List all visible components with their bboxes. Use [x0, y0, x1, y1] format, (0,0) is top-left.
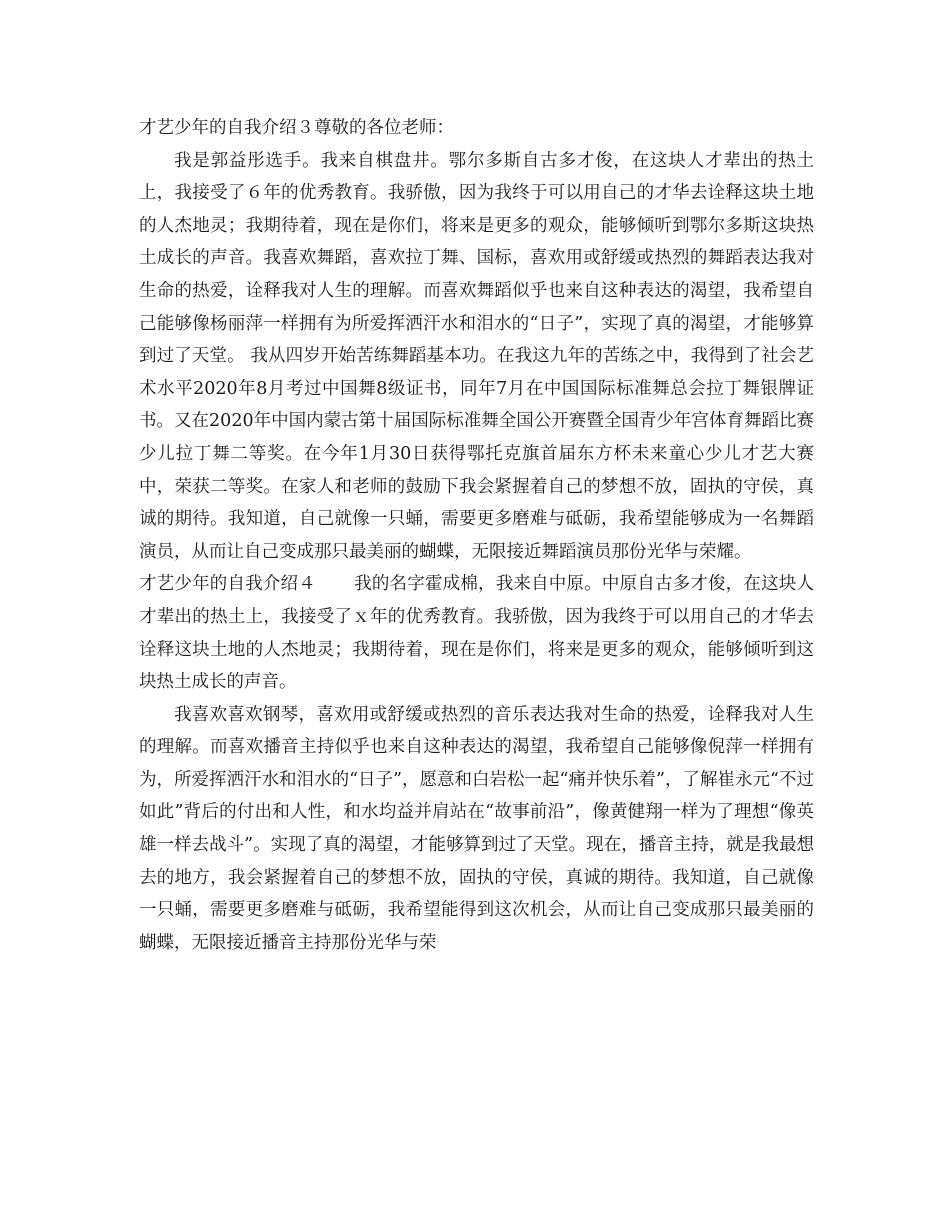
section4-body1: 我的名字霍成棉，我来自中原。中原自古多才俊，在这块人才辈出的热土上，我接受了ｘ年的优秀教育。我骄傲，因为我终于可以用自己的才华去诠释这块土地的人杰地灵；我期待着，现在是你们，将来是更多的观众，能够倾听到这块热土成长的声音。 — [139, 574, 815, 693]
section3-body: 我是郭益彤选手。我来自棋盘井。鄂尔多斯自古多才俊，在这块人才辈出的热土上，我接受了６年的优秀教育。我骄傲，因为我终于可以用自己的才华去诠释这块土地的人杰地灵；我期待着，现在是你们，将来是更多的观众，能够倾听到鄂尔多斯这块热土成长的声音。我喜欢舞蹈，喜欢拉丁舞、国标，喜欢用或舒缓或热烈的舞蹈表达我对生命的热爱，诠释我对人生的理解。而喜欢舞蹈似乎也来自这种表达的渴望，我希望自己能够像杨丽萍一样拥有为所爱挥洒汗水和泪水的“日子”，实现了真的渴望，才能够算到过了天堂。 我从四岁开始苦练舞蹈基本功。在我这九年的苦练之中，我得到了社会艺术水平2020年8月考过中国舞8级证书，同年7月在中国国际标准舞总会拉丁舞银牌证书。又在2020年中国内蒙古第十届国际标准舞全国公开赛暨全国青少年宫体育舞蹈比赛少儿拉丁舞二等奖。在今年1月30日获得鄂托克旗首届东方杯未来童心少儿才艺大赛中，荣获二等奖。在家人和老师的鼓励下我会紧握着自己的梦想不放，固执的守侯，真诚的期待。我知道，自己就像一只蛹，需要更多磨难与砥砺，我希望能够成为一名舞蹈演员，从而让自己变成那只最美丽的蝴蝶，无限接近舞蹈演员那份光华与荣耀。 — [139, 150, 814, 562]
section4-title: 才艺少年的自我介绍４ — [139, 574, 316, 595]
section3-title: 才艺少年的自我介绍３ — [139, 118, 314, 138]
section4-body2: 我喜欢喜欢钢琴，喜欢用或舒缓或热烈的音乐表达我对生命的热爱，诠释我对人生的理解。而喜欢播音主持似乎也来自这种表达的渴望，我希望自己能够像倪萍一样拥有为，所爱挥洒汗水和泪水的“日子”，愿意和白岩松一起“痛并快乐着”，了解崔永元“不过如此”背后的付出和人性，和水均益并肩站在“故事前沿”，像黄健翔一样为了理想“像英雄一样去战斗”。实现了真的渴望，才能够算到过了天堂。现在，播音主持，就是我最想去的地方，我会紧握着自己的梦想不放，固执的守侯，真诚的期待。我知道，自己就像一只蛹，需要更多磨难与砥砺，我希望能得到这次机会，从而让自己变成那只最美丽的蝴蝶，无限接近播音主持那份光华与荣 — [139, 704, 814, 953]
document-page — [139, 112, 814, 959]
section4-first-paragraph — [139, 568, 814, 698]
section3-greeting: 尊敬的各位老师： — [314, 118, 454, 138]
section3-heading-line — [139, 112, 814, 145]
